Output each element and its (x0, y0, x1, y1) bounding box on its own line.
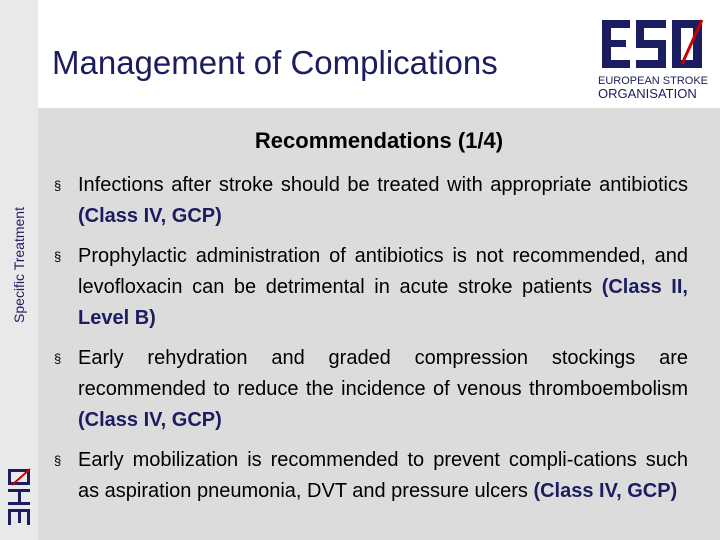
evidence-class: (Class IV, GCP) (78, 205, 222, 227)
logo-line1: EUROPEAN STROKE (598, 75, 709, 87)
list-item (48, 170, 688, 232)
section-label: Specific Treatment (11, 207, 27, 323)
bullet-icon: § (54, 249, 62, 264)
evidence-class: (Class II, Level B) (78, 276, 688, 329)
item-text: Early rehydration and graded compression stockings are recommended to reduce the incidence of venous thromboembolism (78, 347, 688, 400)
content-panel (38, 108, 720, 540)
list-item (48, 445, 688, 507)
list-item (48, 343, 688, 436)
logo-line2: ORGANISATION (598, 86, 697, 101)
evidence-class: (Class IV, GCP) (533, 480, 678, 502)
item-text: Infections after stroke should be treated with appropriate antibiotics (78, 174, 688, 196)
slide-subtitle: Recommendations (1/4) (254, 128, 504, 153)
item-text: Prophylactic administration of antibiotics is not recommended, and levofloxacin can be detrimental in acute stroke patients (78, 245, 688, 298)
bullet-icon: § (54, 453, 62, 468)
bullet-icon: § (54, 351, 62, 366)
header (38, 0, 720, 108)
evidence-class: (Class IV, GCP) (78, 409, 222, 431)
list-item (48, 241, 688, 334)
sidebar (0, 0, 38, 540)
bullet-icon: § (54, 178, 62, 193)
item-text: Early mobilization is recommended to prevent compli-cations such as aspiration pneumonia, DVT and pressure ulcers (78, 449, 688, 502)
eso-logo-vertical (4, 465, 34, 529)
recommendation-list (48, 170, 688, 516)
page-title: Management of Complications (52, 44, 498, 81)
eso-logo (596, 16, 710, 104)
